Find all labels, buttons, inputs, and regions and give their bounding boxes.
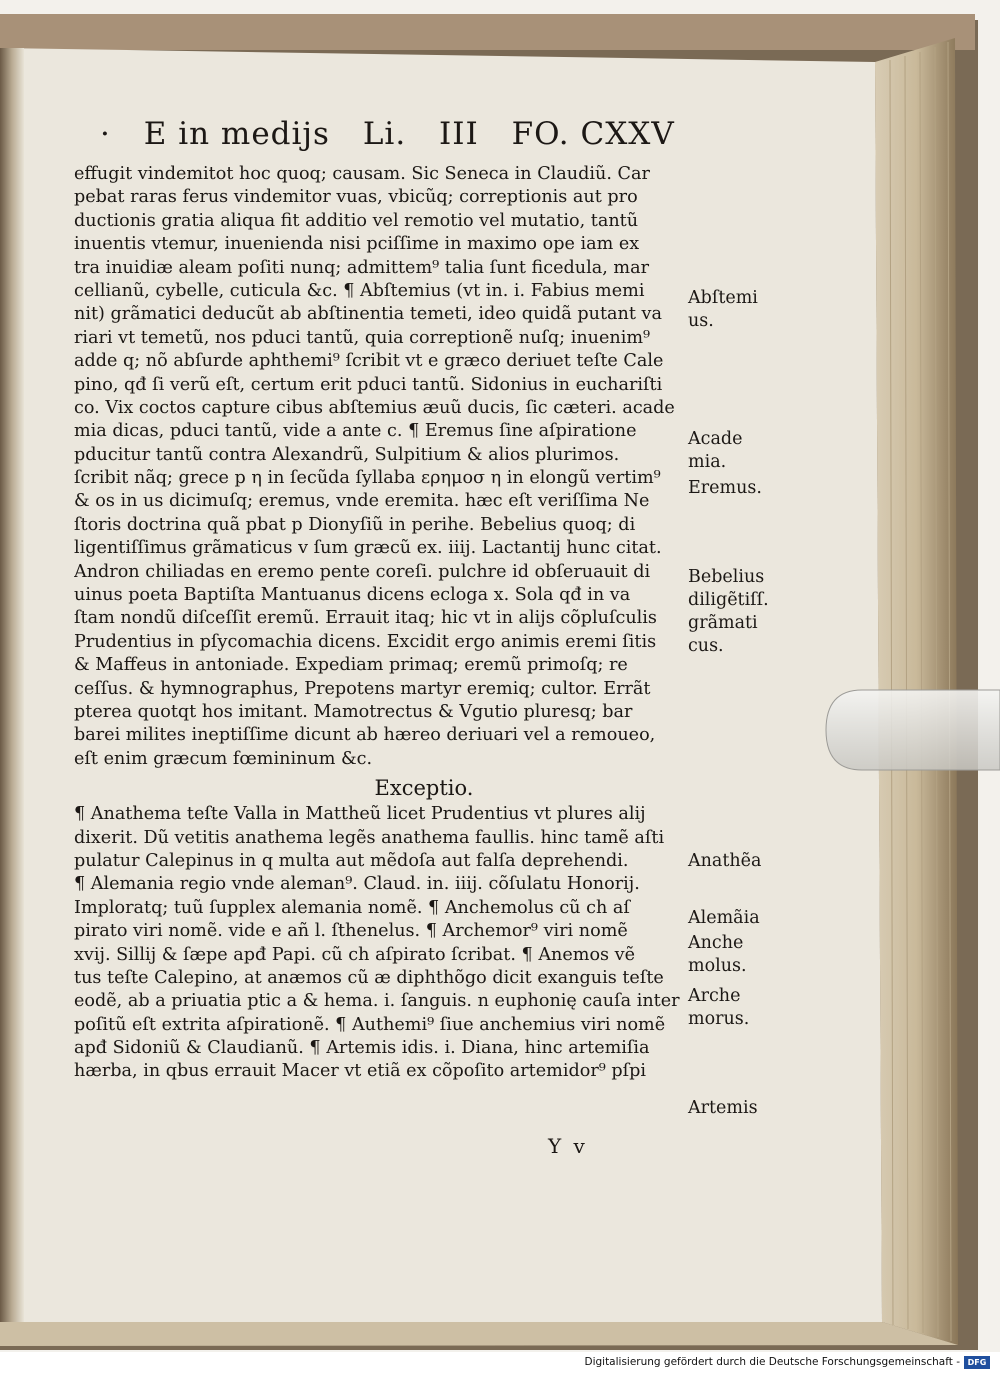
margin-note-anchemolus	[688, 932, 783, 978]
header-folio: FO. CXXV	[511, 116, 675, 152]
text-line: pterea quotqt hos imitant. Mamotrectus & Vgutio pluresq; bar	[74, 701, 633, 722]
footer-credit: Digitalisierung gefördert durch die Deutsche Forschungsgemeinschaft -	[584, 1356, 960, 1368]
margin-note-line: grãmati	[688, 613, 758, 633]
margin-note-anathema: Anathẽa	[688, 851, 762, 871]
margin-note-line: us.	[688, 311, 714, 331]
header-section: E in medijs	[143, 116, 330, 152]
main-text-block	[74, 163, 684, 1084]
text-line: & os in us dicimuſq; eremus, vnde eremita. hæc eſt veriſſima Ne	[74, 491, 650, 512]
text-line: eodẽ, ab a priuatia ptic a & hema. i. ſanguis. n euphonię cauſa inter	[74, 991, 680, 1012]
text-line: dixerit. Dũ vetitis anathema legẽs anathema faullis. hinc tamẽ aſti	[74, 827, 665, 848]
margin-note-archemorus	[688, 985, 783, 1031]
text-line: nit) grãmatici deducũt ab abſtinentia temeti, ideo quidã putant va	[74, 304, 662, 325]
text-line: mia dicas, pduci tantũ, vide a ante c. ¶ Eremus ſine aſpiratione	[74, 421, 637, 442]
text-line: pulatur Calepinus in q multa aut mẽdoſa aut falſa deprehendi.	[74, 850, 629, 871]
text-line: pebat raras ferus vindemitor vuas, vbicũq; correptionis aut pro	[74, 187, 638, 208]
text-line: pducitur tantũ contra Alexandrũ, Sulpitium & alios plurimos.	[74, 444, 620, 465]
text-line: ſtoris doctrina quã pbat p Dionyſiũ in perihe. Bebelius quoq; di	[74, 514, 636, 535]
margin-note-bebelius	[688, 566, 783, 658]
text-line: ſcribit nãq; grece p η in ſecũda ſyllaba ερημοσ η in elongũ vertim⁹	[74, 468, 661, 489]
text-line: poſitũ eſt extrita aſpirationẽ. ¶ Authemi⁹ ſiue anchemius viri nomẽ	[74, 1014, 666, 1035]
text-line: pino, qđ ſi verũ eſt, certum erit pduci tantũ. Sidonius in euchariſti	[74, 374, 663, 395]
text-line: uinus poeta Baptiſta Mantuanus dicens ecloga x. Sola qđ in va	[74, 585, 631, 606]
text-line: hærba, in qbus errauit Macer vt etiã ex cõpoſito artemidor⁹ pſpi	[74, 1061, 647, 1082]
margin-note-line: cus.	[688, 636, 724, 656]
text-line: co. Vix coctos capture cibus abſtemius æuũ ducis, ſic cæteri. acade	[74, 397, 675, 418]
margin-note-alemania: Alemãia	[688, 908, 760, 928]
text-line: adde q; nõ abſurde aphthemi⁹ ſcribit vt e græco deriuet teſte Cale	[74, 351, 664, 372]
text-line: ceſſus. & hymnographus, Prepotens martyr eremiq; cultor. Errãt	[74, 678, 651, 699]
text-line: effugit vindemitot hoc quoq; causam. Sic Seneca in Claudiũ. Car	[74, 164, 650, 184]
margin-note-line: Acade	[688, 429, 743, 449]
text-line: ligentiſſimus grãmaticus v ſum græcũ ex. iiij. Lactantij hunc citat.	[74, 538, 662, 559]
text-paragraph-bottom	[74, 803, 684, 1084]
text-line: & Maffeus in antoniade. Expediam primaq; eremũ primoſq; re	[74, 655, 628, 676]
margin-note-line: Bebelius	[688, 567, 765, 587]
running-header	[100, 116, 675, 162]
text-line: ¶ Anathema teſte Valla in Mattheũ licet Prudentius vt plures alij	[74, 804, 646, 825]
text-line: inuentis vtemur, inuenienda nisi pciſſime in maximo ope iam ex	[74, 234, 640, 255]
header-marker: ·	[100, 116, 111, 152]
text-line: cellianũ, cybelle, cuticula &c. ¶ Abſtemius (vt in. i. Fabius memi	[74, 280, 645, 301]
text-line: ductionis gratia aliqua fit additio vel remotio vel mutatio, tantũ	[74, 210, 639, 231]
margin-note-line: molus.	[688, 956, 747, 976]
text-line: tus teſte Calepino, at anæmos cũ æ diphthõgo dicit exanguis teſte	[74, 967, 664, 988]
margin-note-line: Abſtemi	[688, 288, 758, 308]
text-line: Andron chiliadas en eremo pente coreſi. pulchre id obſeruauit di	[74, 561, 651, 582]
margin-note-line: Anche	[688, 933, 744, 953]
margin-note-line: Arche	[688, 986, 741, 1006]
text-line: ¶ Alemania regio vnde aleman⁹. Claud. in. iiij. cõſulatu Honorij.	[74, 874, 640, 895]
margin-note-line: mia.	[688, 452, 727, 472]
text-line: eſt enim græcum fœmininum &c.	[74, 748, 373, 769]
text-line: barei milites ineptiſſime dicunt ab hæreo deriuari vel a remoueo,	[74, 725, 656, 746]
margin-note-line: diligẽtiſſ.	[688, 590, 769, 610]
text-line: ſtam nondũ diſceſſit eremũ. Errauit itaq; hic vt in alijs cõpluſculis	[74, 608, 657, 629]
header-book-number: III	[439, 116, 479, 152]
text-line: riari vt temetũ, nos pduci tantũ, quia correptionẽ nuſq; inuenim⁹	[74, 327, 651, 348]
dfg-logo: DFG	[964, 1356, 990, 1369]
text-line: apđ Sidoniũ & Claudianũ. ¶ Artemis idis. i. Diana, hinc artemiſia	[74, 1038, 650, 1059]
margin-note-artemis: Artemis	[688, 1098, 758, 1118]
margin-note-line: morus.	[688, 1009, 750, 1029]
signature-mark: Y v	[548, 1134, 588, 1158]
footer-bar	[0, 1352, 1000, 1374]
margin-note-eremus: Eremus.	[688, 478, 762, 498]
text-line: Prudentius in pſycomachia dicens. Excidit ergo animis eremi ſitis	[74, 631, 657, 652]
text-line: Imploratq; tuũ ſupplex alemania nomẽ. ¶ Anchemolus cũ ch aſ	[74, 897, 630, 918]
text-line: xvij. Sillij & ſæpe apđ Papi. cũ ch aſpirato ſcribat. ¶ Anemos vẽ	[74, 944, 636, 965]
text-paragraph-top	[74, 163, 684, 771]
margin-note-abstemius	[688, 287, 783, 333]
section-heading: Exceptio.	[374, 776, 474, 801]
text-line: tra inuidiæ aleam poſiti nunq; admittem⁹ talia ſunt ficedula, mar	[74, 257, 650, 278]
margin-note-academia	[688, 428, 783, 474]
header-liber: Li.	[362, 116, 407, 152]
text-line: pirato viri nomẽ. vide e añ l. ſthenelus. ¶ Archemor⁹ viri nomẽ	[74, 921, 628, 942]
